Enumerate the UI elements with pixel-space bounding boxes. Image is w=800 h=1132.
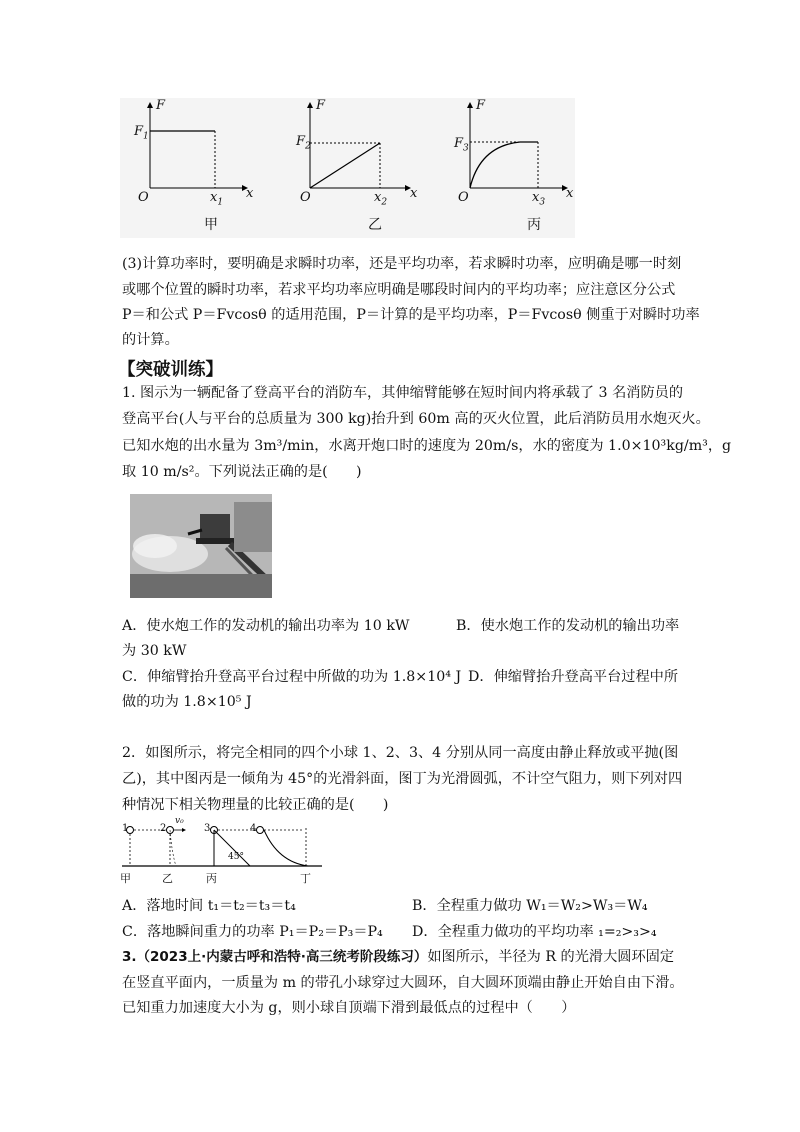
graph-yi-label: 乙 — [368, 217, 382, 233]
fire-truck-illustration — [130, 494, 272, 598]
note3-line2: 或哪个位置的瞬时功率，若求平均功率应明确是哪段时间内的平均功率；应注意区分公式 — [122, 282, 676, 298]
graph-jia-f-tick: $F_1$ — [134, 124, 149, 142]
graph-yi-x-axis: x — [410, 186, 418, 201]
q2-ball-1: 1 — [122, 823, 129, 834]
graph-jia-label: 甲 — [204, 217, 218, 233]
q1-line2: 登高平台(人与平台的总质量为 300 kg)抬升到 60m 高的灭火位置，此后消防员用水炮灭火。 — [122, 411, 710, 427]
q1-option-c: C．伸缩臂抬升登高平台过程中所做的功为 1.8×10⁴ J — [122, 669, 462, 685]
q1-line1: 1. 图示为一辆配备了登高平台的消防车，其伸缩臂能够在短时间内将承载了 3 名消防员的 — [122, 385, 684, 401]
q1-option-a: A．使水炮工作的发动机的输出功率为 10 kW — [122, 618, 410, 634]
graph-bing-x-axis: x — [566, 186, 574, 201]
q2-option-c: C．落地瞬间重力的功率 P₁＝P₂＝P₃＝P₄ — [122, 924, 383, 940]
q3-line1-text: 如图所示，半径为 R 的光滑大圆环固定 — [427, 949, 675, 965]
graph-yi-x-tick: $x_2$ — [374, 190, 388, 208]
q2-option-b: B．全程重力做功 W₁＝W₂>W₃＝W₄ — [412, 898, 648, 914]
q2-line2: 乙)，其中图丙是一倾角为 45°的光滑斜面，图丁为光滑圆弧，不计空气阻力，则下列对四 — [122, 771, 683, 787]
q1-option-b: B．使水炮工作的发动机的输出功率 — [456, 618, 680, 634]
graph-jia-x-tick: $x_1$ — [210, 190, 224, 208]
q2-option-d: D．全程重力做功的平均功率 ₁=₂>₃>₄ — [412, 924, 657, 940]
q3-line3: 已知重力加速度大小为 g，则小球自顶端下滑到最低点的过程中（ ） — [122, 1000, 576, 1016]
q1-option-b-cont: 为 30 kW — [122, 643, 187, 659]
q2-label-ding: 丁 — [300, 872, 311, 885]
graph-yi-f-tick: $F_2$ — [296, 134, 311, 152]
note3-line3: P＝和公式 P＝Fvcosθ 的适用范围，P＝计算的是平均功率，P＝Fvcosθ 侧重于对瞬时功率 — [122, 307, 700, 323]
q3-source: 3.（2023上·内蒙古呼和浩特·高三统考阶段练习） — [122, 949, 428, 965]
graph-bing-origin: O — [458, 190, 469, 205]
graph-bing-f-axis: F — [476, 98, 486, 113]
q1-line4: 取 10 m/s²。下列说法正确的是( ) — [122, 464, 362, 480]
q2-label-yi: 乙 — [162, 872, 173, 885]
q1-option-d-cont: 做的功为 1.8×10⁵ J — [122, 694, 252, 710]
graph-bing-label: 丙 — [527, 217, 541, 233]
graph-jia-x-axis: x — [246, 186, 254, 201]
graph-yi-origin: O — [300, 190, 311, 205]
note3-line1: (3)计算功率时，要明确是求瞬时功率，还是平均功率，若求瞬时功率，应明确是哪一时刻 — [122, 256, 682, 272]
q3-line2: 在竖直平面内，一质量为 m 的带孔小球穿过大圆环，自大圆环顶端由静止开始自由下滑。 — [122, 975, 684, 991]
graph-bing-f-tick: $F_3$ — [454, 136, 469, 154]
q2-option-a: A．落地时间 t₁＝t₂＝t₃＝t₄ — [122, 898, 296, 914]
q3-line1 — [122, 947, 674, 967]
graph-yi-f-axis: F — [316, 98, 326, 113]
q2-label-jia: 甲 — [120, 872, 131, 885]
section-title: 【突破训练】 — [118, 360, 223, 380]
q2-ball-4: 4 — [250, 823, 257, 834]
graph-jia-f-axis: F — [156, 98, 166, 113]
q2-label-bing: 丙 — [206, 872, 217, 885]
q1-line3: 已知水炮的出水量为 3m³/min，水离开炮口时的速度为 20m/s，水的密度为 1.0×10³kg/m³，g — [122, 438, 732, 454]
q2-line3: 种情况下相关物理量的比较正确的是( ) — [122, 797, 389, 813]
q1-option-d: D．伸缩臂抬升登高平台过程中所 — [468, 669, 679, 685]
q2-figure-drawing — [118, 818, 328, 888]
graph-jia-origin: O — [138, 190, 149, 205]
q2-ball-2: 2 — [160, 823, 167, 834]
q2-line1: 2．如图所示，将完全相同的四个小球 1、2、3、4 分别从同一高度由静止释放或平抛(图 — [122, 745, 679, 761]
q2-figure — [118, 818, 328, 888]
q2-angle-label: 45° — [228, 852, 244, 862]
fire-truck-photo — [130, 494, 272, 598]
q2-ball-3: 3 — [204, 823, 211, 834]
note3-line4: 的计算。 — [122, 332, 179, 348]
graph-bing-x-tick: $x_3$ — [532, 190, 546, 208]
q2-v0-label: v₀ — [175, 816, 184, 826]
graphs-figure — [120, 98, 575, 238]
